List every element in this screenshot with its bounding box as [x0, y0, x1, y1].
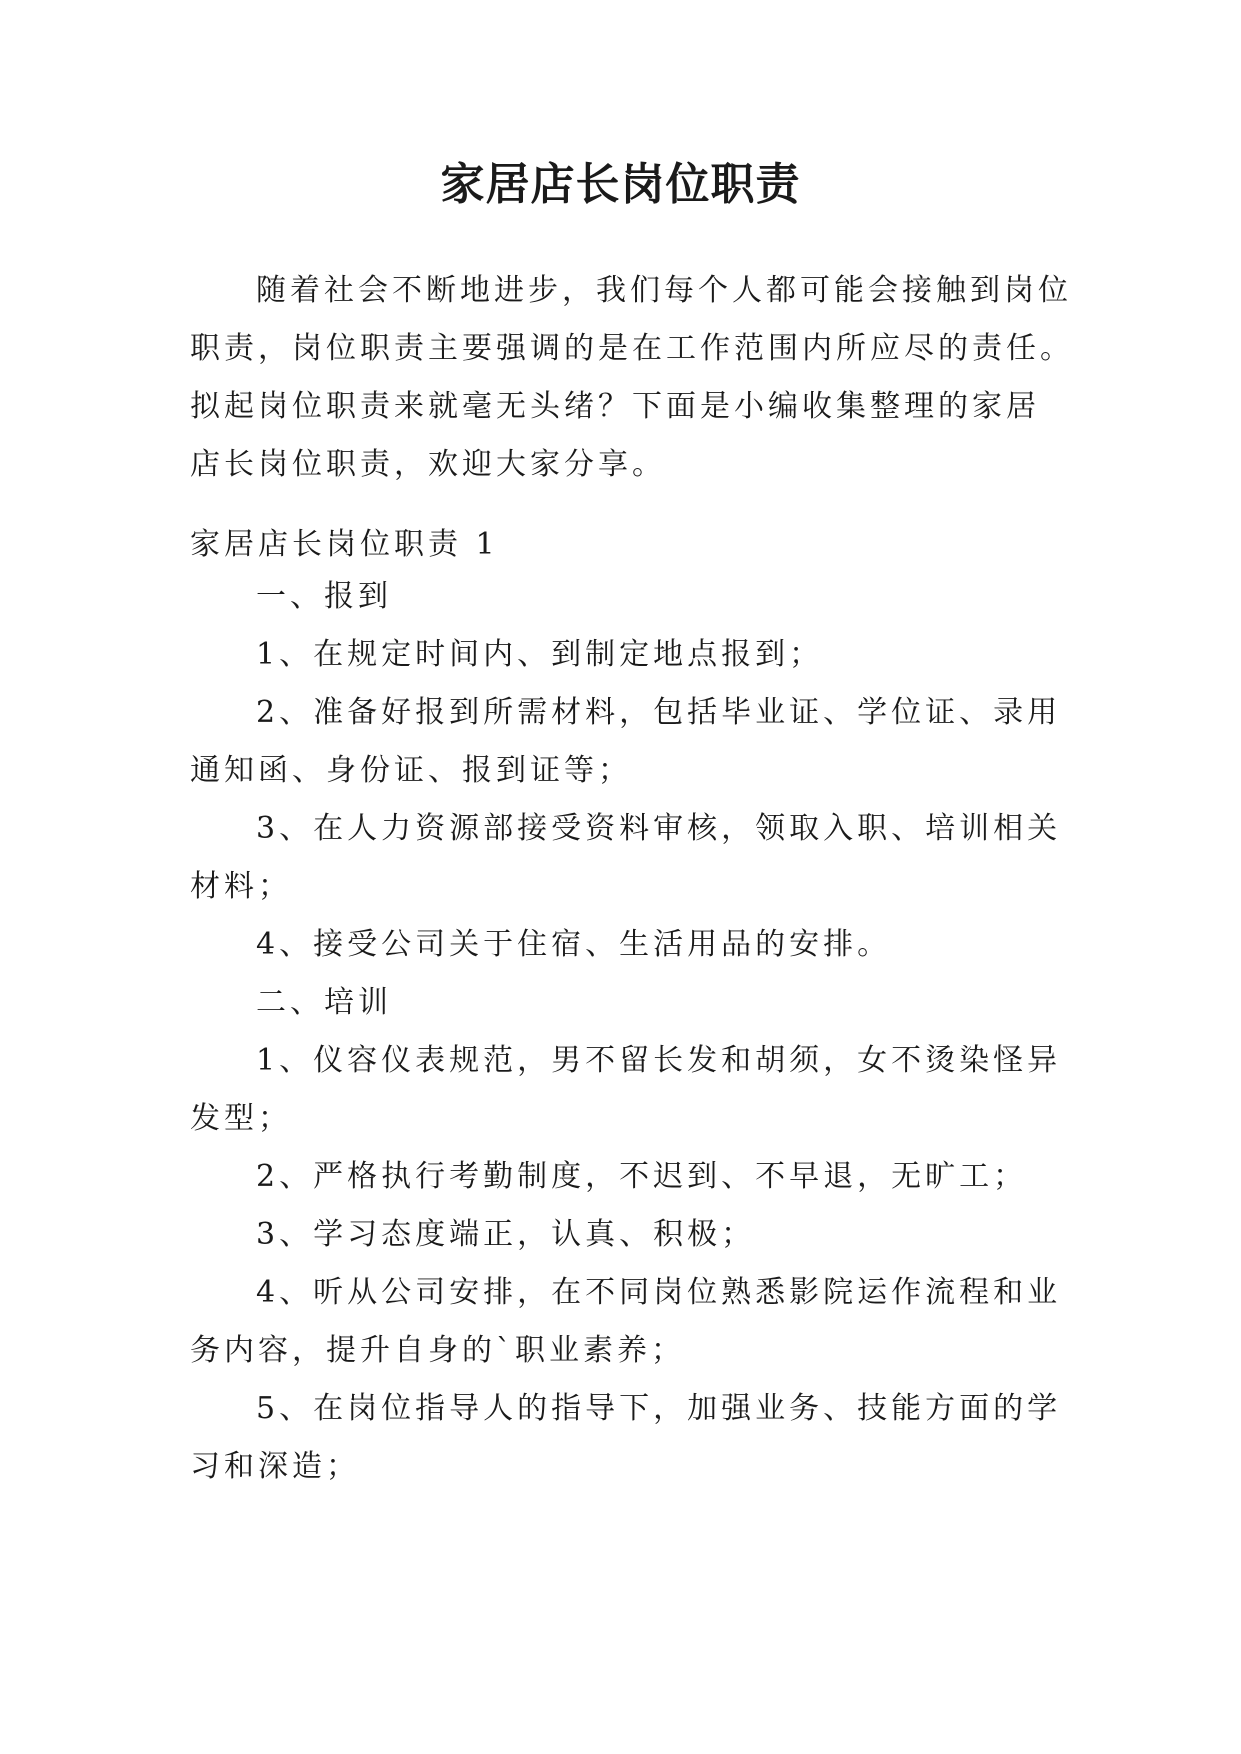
list-item-continuation: 习和深造； — [190, 1449, 360, 1484]
section-heading-text: 家居店长岗位职责 1 — [190, 527, 499, 562]
list-item: 2、严格执行考勤制度，不迟到、不早退，无旷工； — [256, 1159, 1028, 1194]
subheading-report: 一、报到 — [256, 579, 392, 614]
intro-line: 随着社会不断地进步，我们每个人都可能会接触到岗位 — [256, 273, 1072, 308]
list-item-continuation: 材料； — [190, 869, 292, 904]
intro-line: 拟起岗位职责来就毫无头绪？下面是小编收集整理的家居 — [190, 389, 1040, 424]
list-item: 1、在规定时间内、到制定地点报到； — [256, 637, 824, 672]
list-item: 1、仪容仪表规范，男不留长发和胡须，女不烫染怪异 — [256, 1043, 1062, 1078]
list-item: 4、接受公司关于住宿、生活用品的安排。 — [256, 927, 892, 962]
intro-paragraph — [190, 262, 1074, 494]
intro-line: 店长岗位职责，欢迎大家分享。 — [190, 447, 666, 482]
section-heading — [190, 516, 1060, 574]
subheading-training: 二、培训 — [256, 985, 392, 1020]
list-item: 5、在岗位指导人的指导下，加强业务、技能方面的学 — [256, 1391, 1062, 1426]
duties-list — [190, 568, 1060, 1496]
intro-line: 职责，岗位职责主要强调的是在工作范围内所应尽的责任。 — [190, 331, 1074, 366]
list-item-continuation: 通知函、身份证、报到证等； — [190, 753, 632, 788]
list-item: 2、准备好报到所需材料，包括毕业证、学位证、录用 — [256, 695, 1062, 730]
list-item-continuation: 发型； — [190, 1101, 292, 1136]
list-item-continuation: 务内容，提升自身的`职业素养； — [190, 1333, 685, 1368]
document-title: 家居店长岗位职责 — [440, 159, 801, 210]
list-item: 4、听从公司安排，在不同岗位熟悉影院运作流程和业 — [256, 1275, 1062, 1310]
list-item: 3、学习态度端正，认真、积极； — [256, 1217, 756, 1252]
list-item: 3、在人力资源部接受资料审核，领取入职、培训相关 — [256, 811, 1062, 846]
